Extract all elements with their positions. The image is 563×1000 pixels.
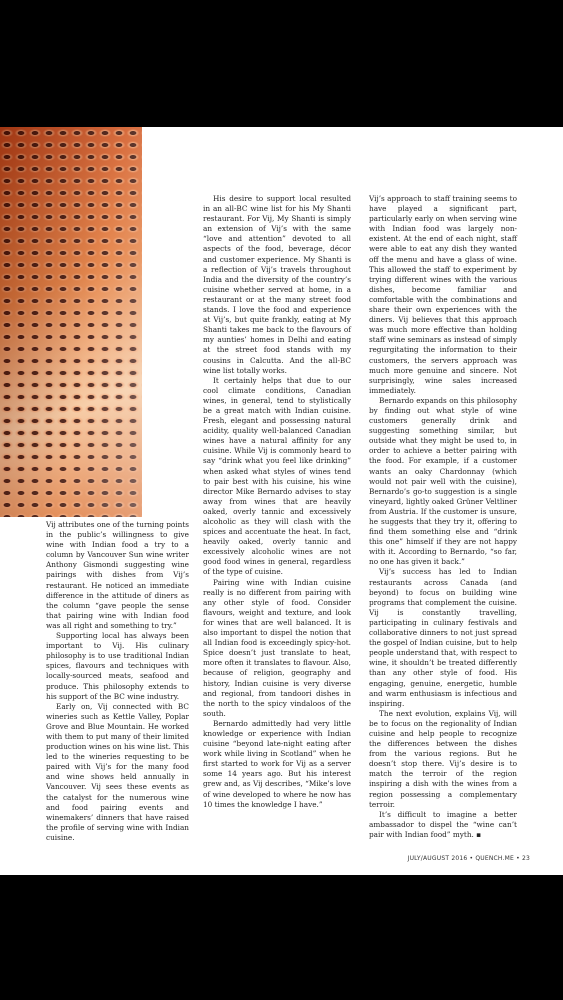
page-footer: JULY/AUGUST 2016 • QUENCH.ME • 23	[407, 855, 530, 862]
paragraph: The next evolution, explains Vij, will be to focus on the regionality of Indian cuisine and help people to recognize the differences between the dishes from the various regions. But he doesn’t stop there. Vij’s desire is to match the terroir of the region inspiring a dish with the wines from a region possessing a complementary terroir.	[369, 708, 517, 809]
paragraph: Pairing wine with Indian cuisine really is no different from pairing with any other style of food. Consider flavours, weight and texture, and look for wines that are well balanced. It is also important to dispel the notion that all Indian food is exceedingly spicy-hot. Spice doesn’t just translate to heat, more often it translates to flavour. Also, because of religion, geography and history, Indian cuisine is very diverse and regional, from tandoori dishes in the north to the spicy vindaloos of the south.	[203, 577, 351, 718]
paragraph: Bernardo expands on this philosophy by finding out what style of wine customers generally drink and suggesting something similar, but outside what they might be used to, in order to achieve a better pairing with the food. For example, if a customer wants an oaky Chardonnay (which would not pair well with the cuisine), Bernardo’s go-to suggestion is a single vineyard, lightly oaked Grüner Veltliner from Austria. If the customer is unsure, he suggests that they try it, offering to find them something else and “drink this one” himself if they are not happy with it. According to Bernardo, “so far, no one has given it back.”	[369, 395, 517, 567]
paragraph	[369, 810, 517, 840]
paragraph: Bernardo admittedly had very little knowledge or experience with Indian cuisine “beyond late-night eating after work while living in Scotland” when he first started to work for Vij as a server some 14 years ago. But his interest grew and, as Vij describes, “Mike’s love of wine developed to where he now has 10 times the knowledge I have.”	[203, 718, 351, 809]
paragraph: Supporting local has always been important to Vij. His culinary philosophy is to use traditional Indian spices, flavours and techniques with locally-sourced meats, seafood and produce. This philosophy extends to his support of the BC wine industry.	[46, 631, 189, 701]
paragraph: It certainly helps that due to our cool climate conditions, Canadian wines, in general, tend to stylistically be a great match with Indian cuisine. Fresh, elegant and possessing natural acidity, quality well-balanced Canadian wines have a natural affinity for any cuisine. While Vij is commonly heard to say “drink what you feel like drinking” when asked what styles of wines tend to pair best with his cuisine, his wine director Mike Bernardo advises to stay away from wines that are heavily oaked, overly tannic and excessively alcoholic as they will clash with the spices and accentuate the heat. In fact, heavily oaked, overly tannic and excessively alcoholic wines are not good food wines in general, regardless of the type of cuisine.	[203, 375, 351, 577]
paragraph: Early on, Vij connected with BC wineries such as Kettle Valley, Poplar Grove and Blue Mountain. He worked with them to put many of their limited production wines on his wine list. This led to the wineries requesting to be paired with Vij’s for the many food and wine shows held annually in Vancouver. Vij sees these events as the catalyst for the numerous wine and food pairing events and winemakers’ dinners that have raised the profile of serving wine with Indian cuisine.	[46, 701, 189, 842]
article-column-3	[369, 194, 517, 840]
article-column-1	[46, 520, 189, 843]
magazine-page	[0, 127, 563, 875]
final-sentence: It’s difficult to imagine a better ambassador to dispel the “wine can’t pair with Indian food” myth.	[369, 809, 517, 839]
paragraph: Vij’s approach to staff training seems to have played a significant part, particularly early on when serving wine with Indian food was largely non-existent. At the end of each night, staff were able to eat any dish they wanted off the menu and have a glass of wine. This allowed the staff to experiment by trying different wines with the various dishes, become familiar and comfortable with the combinations and share their own experiences with the diners. Vij believes that this approach was much more effective than holding staff wine seminars as instead of simply regurgitating the information to their customers, the servers approach was much more genuine and sincere. Not surprisingly, wine sales increased immediately.	[369, 194, 517, 395]
decorative-photo	[0, 127, 142, 517]
end-mark: ▪	[476, 829, 482, 839]
paragraph: Vij’s success has led to Indian restaurants across Canada (and beyond) to focus on building wine programs that complement the cuisine. Vij is constantly travelling, participating in culinary festivals and collaborative dinners to not just spread the gospel of Indian cuisine, but to help people understand that, with respect to wine, it shouldn’t be treated differently than any other style of food. His engaging, genuine, energetic, humble and warm enthusiasm is infectious and inspiring.	[369, 567, 517, 708]
paragraph: His desire to support local resulted in an all-BC wine list for his My Shanti restaurant. For Vij, My Shanti is simply an extension of Vij’s with the same “love and attention” devoted to all aspects of the food, beverage, décor and customer experience. My Shanti is a reflection of Vij’s travels throughout India and the diversity of the country’s cuisine whether served at home, in a restaurant or at the many street food stands. I love the food and experience at Vij’s, but quite frankly, eating at My Shanti takes me back to the flavours of my aunties’ homes in Delhi and eating at the street food stands with my cousins in Calcutta. And the all-BC wine list totally works.	[203, 194, 351, 375]
paragraph: Vij attributes one of the turning points in the public’s willingness to give wine with Indian food a try to a column by Vancouver Sun wine writer Anthony Gismondi suggesting wine pairings with dishes from Vij’s restaurant. He noticed an immediate difference in the attitude of diners as the column “gave people the sense that pairing wine with Indian food was all right and something to try.”	[46, 520, 189, 630]
article-column-2	[203, 194, 351, 810]
